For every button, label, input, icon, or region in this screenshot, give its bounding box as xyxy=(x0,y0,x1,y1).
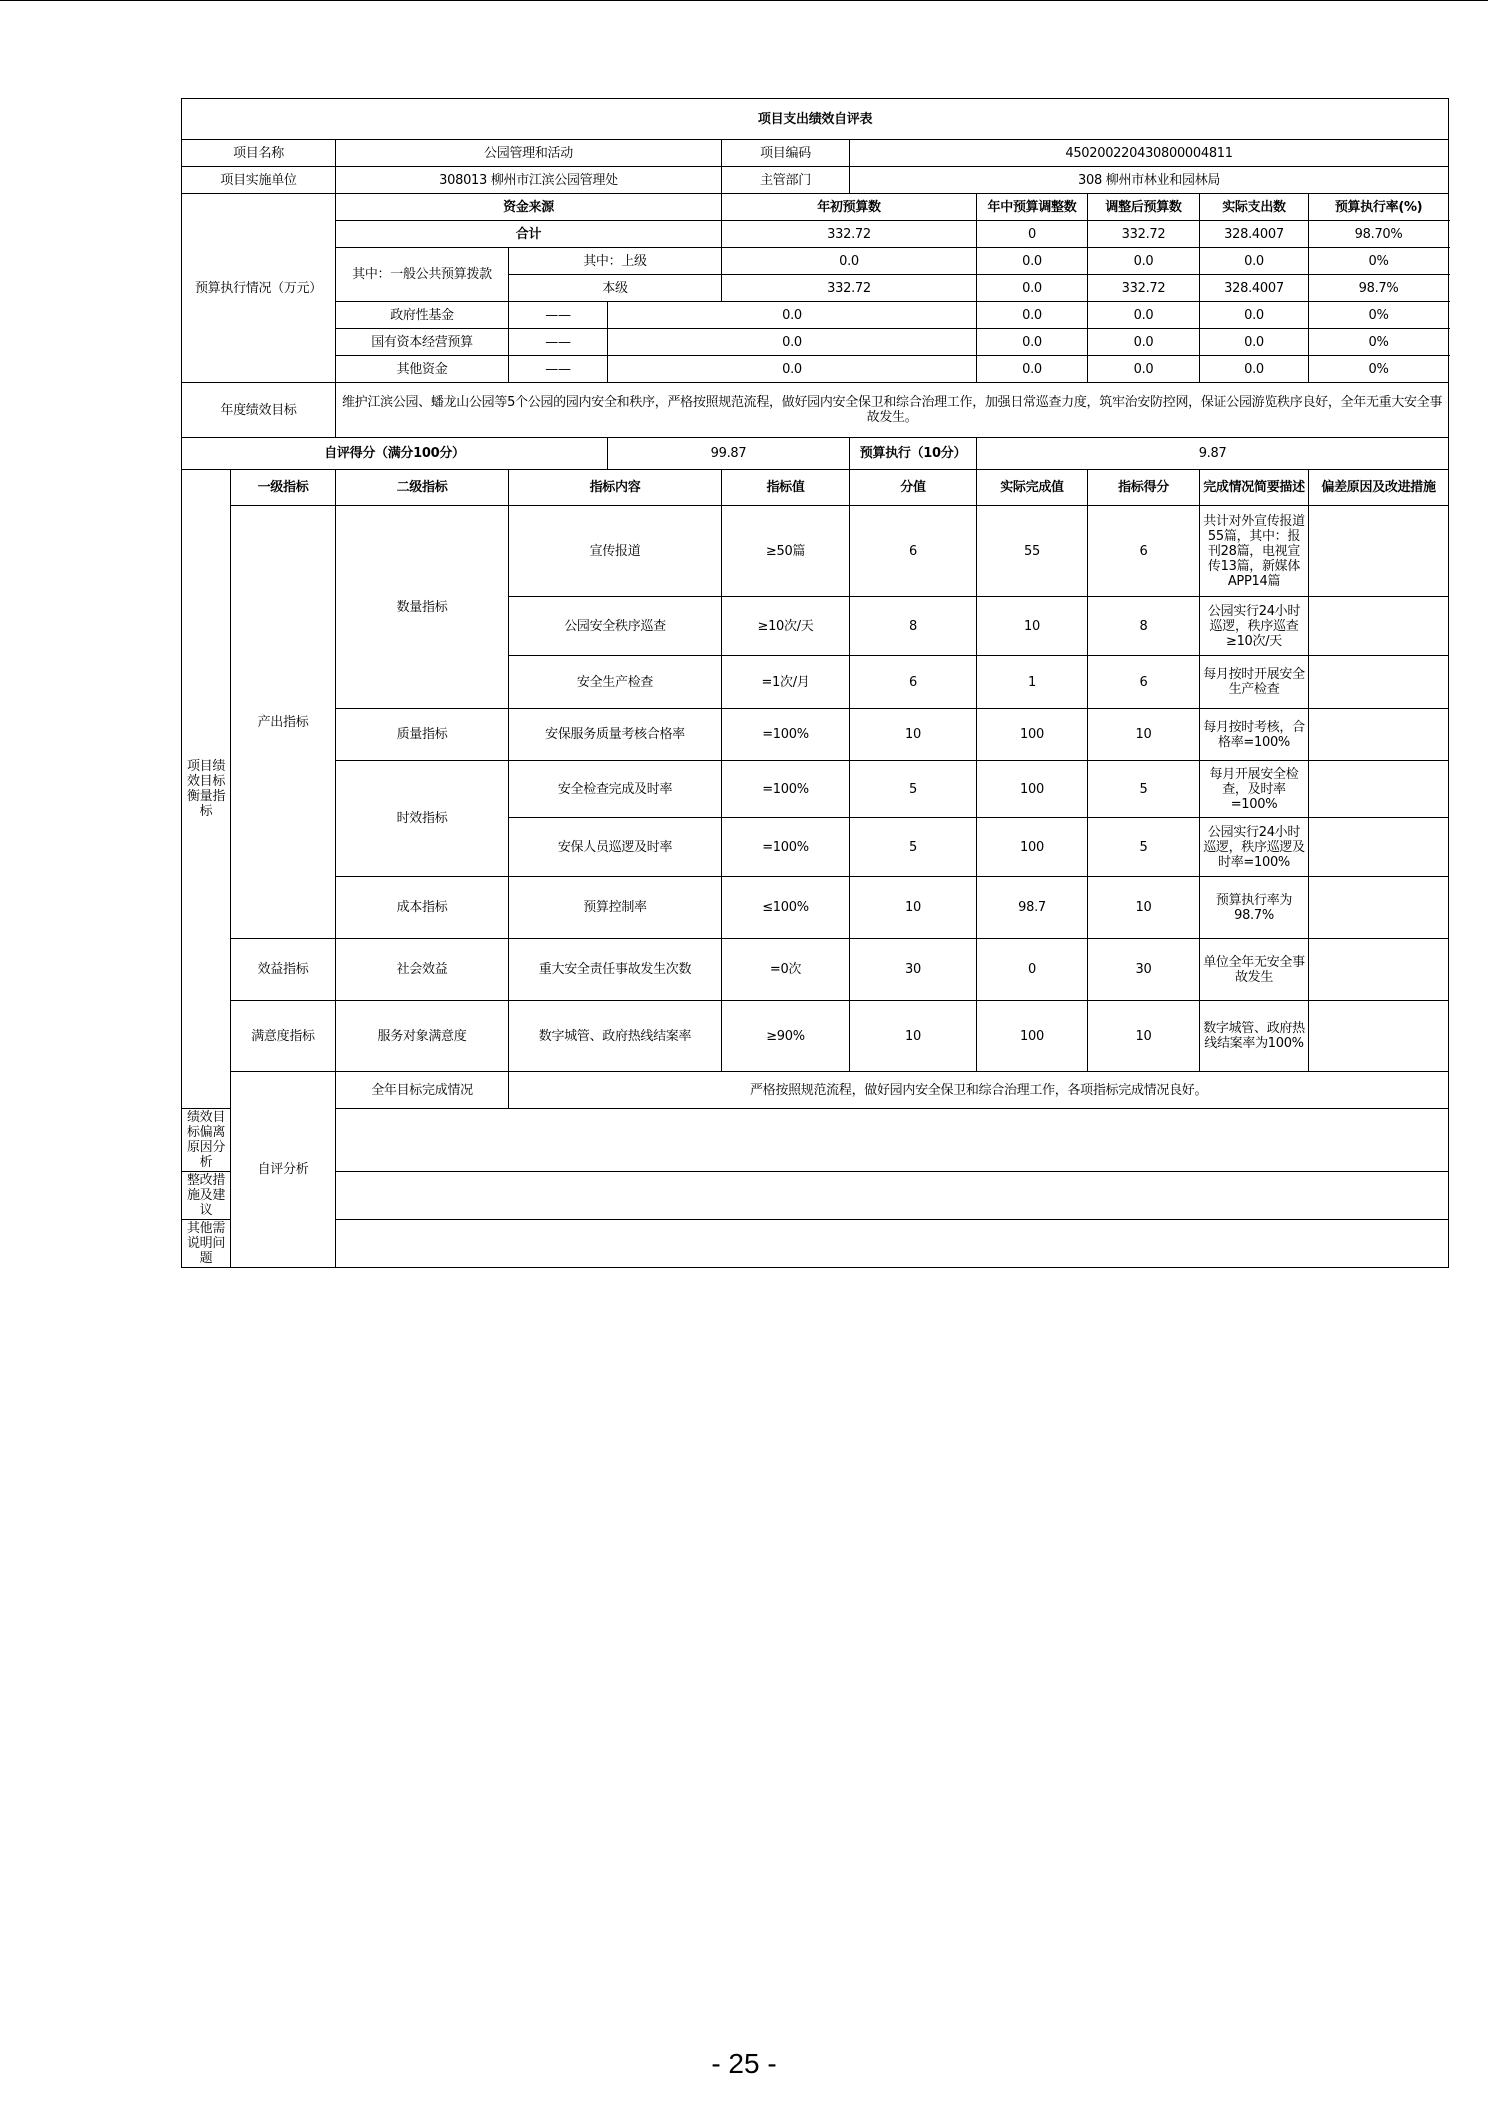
budget-total-initial: 332.72 xyxy=(722,221,977,248)
indicator-content: 安全生产检查 xyxy=(509,656,722,709)
rectify-label: 整改措施及建议 xyxy=(182,1172,231,1220)
budget-total-mid-adjust: 0 xyxy=(977,221,1088,248)
project-name: 公园管理和活动 xyxy=(336,140,722,167)
budget-exec-score-label: 预算执行（10分） xyxy=(850,438,977,470)
budget-other-adjusted: 0.0 xyxy=(1088,356,1200,383)
indicator-target: ≥50篇 xyxy=(722,506,850,597)
indicator-desc: 公园实行24小时巡逻，秩序巡查≥10次/天 xyxy=(1200,597,1309,656)
satisfaction-indicator-label: 满意度指标 xyxy=(231,1001,336,1072)
dept-label: 主管部门 xyxy=(722,167,850,194)
budget-header-adjusted: 调整后预算数 xyxy=(1088,194,1200,221)
budget-gov-fund-label: 政府性基金 xyxy=(336,302,509,329)
page-title: 项目支出绩效自评表 xyxy=(182,99,1449,140)
indicator-deviation xyxy=(1309,939,1449,1001)
budget-state-capital-initial: 0.0 xyxy=(608,329,977,356)
quantity-indicator-label: 数量指标 xyxy=(336,506,509,709)
budget-gov-fund-adjusted: 0.0 xyxy=(1088,302,1200,329)
budget-gov-fund-rate: 0% xyxy=(1309,302,1449,329)
budget-header-initial: 年初预算数 xyxy=(722,194,977,221)
budget-gov-fund-actual: 0.0 xyxy=(1200,302,1309,329)
project-code-label: 项目编码 xyxy=(722,140,850,167)
indicator-actual: 0 xyxy=(977,939,1088,1001)
self-score-value: 99.87 xyxy=(608,438,850,470)
budget-local-rate: 98.7% xyxy=(1309,275,1449,302)
completion-text: 严格按照规范流程，做好园内安全保卫和综合治理工作，各项指标完成情况良好。 xyxy=(509,1072,1449,1109)
indicator-desc: 单位全年无安全事故发生 xyxy=(1200,939,1309,1001)
budget-header-source: 资金来源 xyxy=(336,194,722,221)
indicator-points: 8 xyxy=(850,597,977,656)
indicator-deviation xyxy=(1309,1001,1449,1072)
indicator-desc: 公园实行24小时巡逻，秩序巡逻及时率=100% xyxy=(1200,818,1309,877)
indicator-target: =1次/月 xyxy=(722,656,850,709)
budget-superior-label: 其中：上级 xyxy=(509,248,722,275)
budget-exec-score-value: 9.87 xyxy=(977,438,1449,470)
indicator-deviation xyxy=(1309,656,1449,709)
indicator-header-desc: 完成情况简要描述 xyxy=(1200,470,1309,506)
indicator-content: 安保人员巡逻及时率 xyxy=(509,818,722,877)
indicator-header-points: 分值 xyxy=(850,470,977,506)
indicator-score: 10 xyxy=(1088,877,1200,939)
budget-other-mid-adjust: 0.0 xyxy=(977,356,1088,383)
indicator-score: 10 xyxy=(1088,1001,1200,1072)
budget-local-label: 本级 xyxy=(509,275,722,302)
annual-goal-label: 年度绩效目标 xyxy=(182,383,336,438)
budget-local-initial: 332.72 xyxy=(722,275,977,302)
indicator-desc: 数字城管、政府热线结案率为100% xyxy=(1200,1001,1309,1072)
indicator-target: =0次 xyxy=(722,939,850,1001)
indicator-score: 5 xyxy=(1088,818,1200,877)
deviation-analysis-text xyxy=(336,1109,1449,1172)
budget-superior-rate: 0% xyxy=(1309,248,1449,275)
budget-superior-initial: 0.0 xyxy=(722,248,977,275)
other-issues-text xyxy=(336,1220,1449,1268)
indicator-header-deviation: 偏差原因及改进措施 xyxy=(1309,470,1449,506)
indicator-score: 5 xyxy=(1088,761,1200,818)
deviation-analysis-label: 绩效目标偏离原因分析 xyxy=(182,1109,231,1172)
indicator-target: =100% xyxy=(722,818,850,877)
indicator-target: =100% xyxy=(722,709,850,761)
budget-state-capital-label: 国有资本经营预算 xyxy=(336,329,509,356)
budget-superior-mid-adjust: 0.0 xyxy=(977,248,1088,275)
indicator-desc: 每月按时考核，合格率=100% xyxy=(1200,709,1309,761)
indicator-content: 数字城管、政府热线结案率 xyxy=(509,1001,722,1072)
indicator-points: 10 xyxy=(850,877,977,939)
completion-label: 全年目标完成情况 xyxy=(336,1072,509,1109)
indicator-points: 10 xyxy=(850,709,977,761)
budget-state-capital-mid-adjust: 0.0 xyxy=(977,329,1088,356)
indicator-header-score: 指标得分 xyxy=(1088,470,1200,506)
budget-state-capital-dash: —— xyxy=(509,329,608,356)
indicator-points: 30 xyxy=(850,939,977,1001)
budget-other-label: 其他资金 xyxy=(336,356,509,383)
indicator-desc: 每月开展安全检查，及时率=100% xyxy=(1200,761,1309,818)
budget-total-adjusted: 332.72 xyxy=(1088,221,1200,248)
dept: 308 柳州市林业和园林局 xyxy=(850,167,1449,194)
project-name-label: 项目名称 xyxy=(182,140,336,167)
indicator-actual: 100 xyxy=(977,761,1088,818)
budget-other-dash: —— xyxy=(509,356,608,383)
indicator-header-level1: 一级指标 xyxy=(231,470,336,506)
cost-indicator-label: 成本指标 xyxy=(336,877,509,939)
budget-local-adjusted: 332.72 xyxy=(1088,275,1200,302)
indicator-header-target: 指标值 xyxy=(722,470,850,506)
impl-unit: 308013 柳州市江滨公园管理处 xyxy=(336,167,722,194)
indicator-actual: 1 xyxy=(977,656,1088,709)
budget-local-actual: 328.4007 xyxy=(1200,275,1309,302)
budget-gov-fund-mid-adjust: 0.0 xyxy=(977,302,1088,329)
indicator-points: 6 xyxy=(850,656,977,709)
budget-header-mid-adjust: 年中预算调整数 xyxy=(977,194,1088,221)
project-code: 450200220430800004811 xyxy=(850,140,1449,167)
self-analysis-label: 自评分析 xyxy=(231,1072,336,1268)
budget-total-label: 合计 xyxy=(336,221,722,248)
indicator-deviation xyxy=(1309,709,1449,761)
budget-local-mid-adjust: 0.0 xyxy=(977,275,1088,302)
indicator-score: 6 xyxy=(1088,506,1200,597)
other-issues-label: 其他需说明问题 xyxy=(182,1220,231,1268)
indicator-section-label: 项目绩效目标衡量指标 xyxy=(182,470,231,1109)
indicator-deviation xyxy=(1309,761,1449,818)
self-score-label: 自评得分（满分100分） xyxy=(182,438,608,470)
indicator-desc: 每月按时开展安全生产检查 xyxy=(1200,656,1309,709)
indicator-deviation xyxy=(1309,877,1449,939)
budget-state-capital-rate: 0% xyxy=(1309,329,1449,356)
indicator-header-actual: 实际完成值 xyxy=(977,470,1088,506)
performance-self-evaluation-table xyxy=(181,98,1449,1268)
indicator-score: 8 xyxy=(1088,597,1200,656)
indicator-header-content: 指标内容 xyxy=(509,470,722,506)
output-indicator-label: 产出指标 xyxy=(231,506,336,939)
indicator-points: 5 xyxy=(850,818,977,877)
indicator-content: 宣传报道 xyxy=(509,506,722,597)
rectify-text xyxy=(336,1172,1449,1220)
indicator-actual: 10 xyxy=(977,597,1088,656)
indicator-content: 预算控制率 xyxy=(509,877,722,939)
indicator-deviation xyxy=(1309,818,1449,877)
impl-unit-label: 项目实施单位 xyxy=(182,167,336,194)
indicator-actual: 100 xyxy=(977,1001,1088,1072)
budget-section-label: 预算执行情况（万元） xyxy=(182,194,336,383)
social-benefit-label: 社会效益 xyxy=(336,939,509,1001)
indicator-actual: 55 xyxy=(977,506,1088,597)
budget-other-actual: 0.0 xyxy=(1200,356,1309,383)
budget-other-rate: 0% xyxy=(1309,356,1449,383)
top-border-line xyxy=(0,0,1488,1)
annual-goal-text: 维护江滨公园、蟠龙山公园等5个公园的园内安全和秩序，严格按照规范流程，做好园内安全保卫和综合治理工作，加强日常巡查力度，筑牢治安防控网，保证公园游览秩序良好，全年无重大安全事故发生。 xyxy=(336,383,1449,438)
indicator-content: 公园安全秩序巡查 xyxy=(509,597,722,656)
quality-indicator-label: 质量指标 xyxy=(336,709,509,761)
service-satisfaction-label: 服务对象满意度 xyxy=(336,1001,509,1072)
indicator-content: 安保服务质量考核合格率 xyxy=(509,709,722,761)
indicator-target: =100% xyxy=(722,761,850,818)
budget-gov-fund-dash: —— xyxy=(509,302,608,329)
indicator-points: 6 xyxy=(850,506,977,597)
indicator-actual: 100 xyxy=(977,818,1088,877)
indicator-score: 30 xyxy=(1088,939,1200,1001)
budget-state-capital-adjusted: 0.0 xyxy=(1088,329,1200,356)
indicator-deviation xyxy=(1309,597,1449,656)
budget-total-rate: 98.70% xyxy=(1309,221,1449,248)
budget-gov-fund-initial: 0.0 xyxy=(608,302,977,329)
indicator-score: 6 xyxy=(1088,656,1200,709)
indicator-score: 10 xyxy=(1088,709,1200,761)
indicator-content: 安全检查完成及时率 xyxy=(509,761,722,818)
indicator-desc: 共计对外宣传报道55篇，其中：报刊28篇，电视宣传13篇，新媒体APP14篇 xyxy=(1200,506,1309,597)
indicator-desc: 预算执行率为98.7% xyxy=(1200,877,1309,939)
budget-other-initial: 0.0 xyxy=(608,356,977,383)
indicator-target: ≥10次/天 xyxy=(722,597,850,656)
indicator-actual: 98.7 xyxy=(977,877,1088,939)
page-number: - 25 - xyxy=(711,2048,777,2079)
indicator-points: 5 xyxy=(850,761,977,818)
indicator-content: 重大安全责任事故发生次数 xyxy=(509,939,722,1001)
budget-general-label: 其中：一般公共预算拨款 xyxy=(336,248,509,302)
benefit-indicator-label: 效益指标 xyxy=(231,939,336,1001)
indicator-header-level2: 二级指标 xyxy=(336,470,509,506)
budget-superior-actual: 0.0 xyxy=(1200,248,1309,275)
timeliness-indicator-label: 时效指标 xyxy=(336,761,509,877)
budget-total-actual: 328.4007 xyxy=(1200,221,1309,248)
indicator-deviation xyxy=(1309,506,1449,597)
indicator-actual: 100 xyxy=(977,709,1088,761)
budget-superior-adjusted: 0.0 xyxy=(1088,248,1200,275)
budget-state-capital-actual: 0.0 xyxy=(1200,329,1309,356)
indicator-target: ≥90% xyxy=(722,1001,850,1072)
budget-header-actual: 实际支出数 xyxy=(1200,194,1309,221)
indicator-points: 10 xyxy=(850,1001,977,1072)
indicator-target: ≤100% xyxy=(722,877,850,939)
budget-header-rate: 预算执行率(%) xyxy=(1309,194,1449,221)
